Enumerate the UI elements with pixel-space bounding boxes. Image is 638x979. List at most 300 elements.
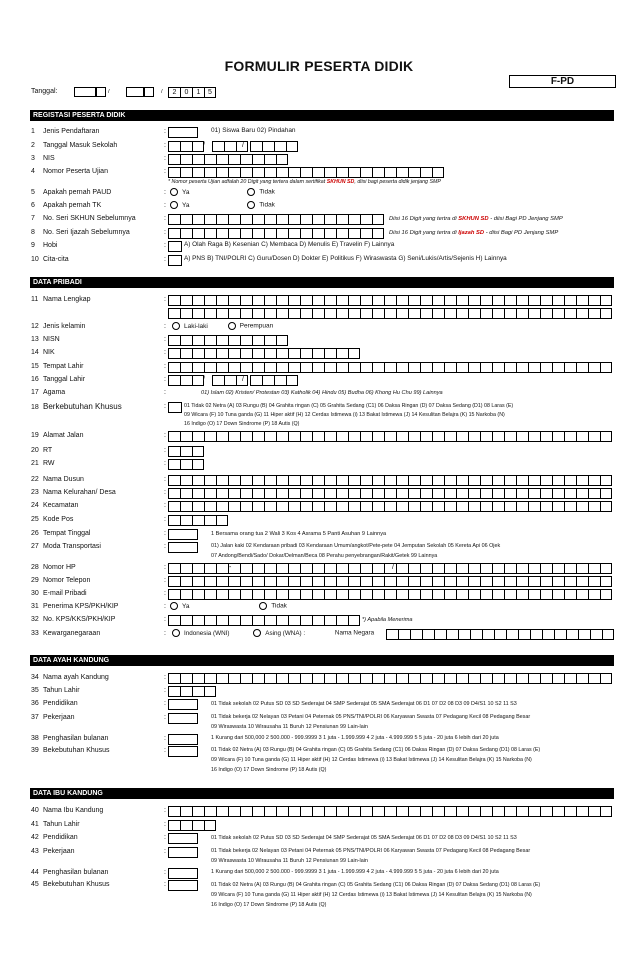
input-cell[interactable] xyxy=(192,515,204,526)
input-cell[interactable] xyxy=(420,673,432,684)
input-cell[interactable] xyxy=(168,362,180,373)
input-cell[interactable] xyxy=(578,629,590,640)
input-cell[interactable] xyxy=(180,362,192,373)
input-cell[interactable] xyxy=(288,362,300,373)
input-cell[interactable] xyxy=(180,673,192,684)
input-cell[interactable] xyxy=(372,576,384,587)
input-cell[interactable] xyxy=(372,673,384,684)
input-cell[interactable] xyxy=(240,431,252,442)
laki-radio[interactable] xyxy=(172,322,180,330)
input-cell[interactable] xyxy=(504,806,516,817)
input-cell[interactable] xyxy=(528,806,540,817)
input-cell[interactable] xyxy=(384,589,396,600)
registrasi-code-box-9[interactable] xyxy=(168,241,182,252)
input-cell[interactable] xyxy=(180,615,192,626)
pribadi-code-box-27[interactable] xyxy=(168,542,198,553)
input-cell[interactable] xyxy=(432,308,444,319)
input-cell[interactable] xyxy=(212,141,224,152)
input-cell[interactable] xyxy=(216,806,228,817)
input-cell[interactable] xyxy=(288,214,300,225)
input-cell[interactable] xyxy=(228,348,240,359)
input-cell[interactable] xyxy=(468,806,480,817)
input-cell[interactable] xyxy=(540,362,552,373)
input-cell[interactable] xyxy=(336,167,348,178)
input-cell[interactable] xyxy=(264,167,276,178)
input-cell[interactable] xyxy=(168,515,180,526)
paud-tidak-radio[interactable] xyxy=(247,188,255,196)
input-cell[interactable] xyxy=(204,475,216,486)
input-cell[interactable] xyxy=(384,308,396,319)
input-cell[interactable] xyxy=(552,576,564,587)
ibu-code-box-43[interactable] xyxy=(168,847,198,858)
pribadi-field-28[interactable] xyxy=(168,563,612,574)
input-cell[interactable] xyxy=(516,501,528,512)
input-cell[interactable] xyxy=(372,167,384,178)
input-cell[interactable] xyxy=(312,214,324,225)
input-cell[interactable] xyxy=(564,806,576,817)
input-cell[interactable] xyxy=(216,673,228,684)
input-cell[interactable] xyxy=(348,589,360,600)
input-cell[interactable] xyxy=(396,501,408,512)
input-cell[interactable] xyxy=(504,308,516,319)
input-cell[interactable] xyxy=(180,475,192,486)
input-cell[interactable] xyxy=(168,348,180,359)
input-cell[interactable] xyxy=(576,806,588,817)
pribadi-field-14[interactable] xyxy=(168,348,360,359)
input-cell[interactable] xyxy=(396,295,408,306)
input-cell[interactable] xyxy=(192,589,204,600)
input-cell[interactable] xyxy=(348,362,360,373)
input-cell[interactable] xyxy=(168,475,180,486)
input-cell[interactable] xyxy=(216,501,228,512)
input-cell[interactable] xyxy=(348,615,360,626)
input-cell[interactable] xyxy=(336,501,348,512)
input-cell[interactable] xyxy=(516,431,528,442)
input-cell[interactable] xyxy=(540,308,552,319)
input-cell[interactable] xyxy=(398,629,410,640)
input-cell[interactable] xyxy=(432,806,444,817)
input-cell[interactable] xyxy=(384,475,396,486)
pribadi-field-13[interactable] xyxy=(168,335,288,346)
input-cell[interactable] xyxy=(420,167,432,178)
input-cell[interactable] xyxy=(252,295,264,306)
input-cell[interactable] xyxy=(288,295,300,306)
input-cell[interactable] xyxy=(470,629,482,640)
input-cell[interactable] xyxy=(204,488,216,499)
input-cell[interactable] xyxy=(492,475,504,486)
input-cell[interactable] xyxy=(566,629,578,640)
tanggal-year-field[interactable] xyxy=(168,87,216,98)
input-cell[interactable] xyxy=(348,431,360,442)
pribadi-field-25[interactable] xyxy=(168,515,228,526)
input-cell[interactable] xyxy=(264,488,276,499)
input-cell[interactable] xyxy=(336,475,348,486)
input-cell[interactable] xyxy=(528,362,540,373)
input-cell[interactable] xyxy=(262,375,274,386)
pribadi-field-19[interactable] xyxy=(168,431,612,442)
input-cell[interactable] xyxy=(504,362,516,373)
input-cell[interactable] xyxy=(360,501,372,512)
input-cell[interactable] xyxy=(456,362,468,373)
input-cell[interactable] xyxy=(564,295,576,306)
input-cell[interactable] xyxy=(168,308,180,319)
input-cell[interactable] xyxy=(216,348,228,359)
input-cell[interactable] xyxy=(410,629,422,640)
input-cell[interactable] xyxy=(540,431,552,442)
input-cell[interactable] xyxy=(444,589,456,600)
input-cell[interactable] xyxy=(180,446,192,457)
input-cell[interactable] xyxy=(300,295,312,306)
input-cell[interactable] xyxy=(360,362,372,373)
input-cell[interactable] xyxy=(396,576,408,587)
input-cell[interactable] xyxy=(262,141,274,152)
input-cell[interactable] xyxy=(576,488,588,499)
input-cell[interactable] xyxy=(264,673,276,684)
input-cell[interactable] xyxy=(348,576,360,587)
input-cell[interactable] xyxy=(228,154,240,165)
input-cell[interactable] xyxy=(228,308,240,319)
ibu-code-box-44[interactable] xyxy=(168,868,198,879)
pribadi-field-23[interactable] xyxy=(168,488,612,499)
input-cell[interactable] xyxy=(396,673,408,684)
input-cell[interactable] xyxy=(432,167,444,178)
input-cell[interactable] xyxy=(516,308,528,319)
input-cell[interactable] xyxy=(300,576,312,587)
input-cell[interactable] xyxy=(408,167,420,178)
input-cell[interactable] xyxy=(348,167,360,178)
input-cell[interactable] xyxy=(372,563,384,574)
input-cell[interactable] xyxy=(180,686,192,697)
input-cell[interactable] xyxy=(324,362,336,373)
input-cell[interactable] xyxy=(456,673,468,684)
input-cell[interactable] xyxy=(408,295,420,306)
input-cell[interactable] xyxy=(336,431,348,442)
input-cell[interactable] xyxy=(360,589,372,600)
input-cell[interactable] xyxy=(588,806,600,817)
input-cell[interactable] xyxy=(288,308,300,319)
input-cell[interactable] xyxy=(204,501,216,512)
input-cell[interactable] xyxy=(312,501,324,512)
input-cell[interactable] xyxy=(504,673,516,684)
input-cell[interactable] xyxy=(336,348,348,359)
pribadi-field-24[interactable] xyxy=(168,501,612,512)
ayah-field-34[interactable] xyxy=(168,673,612,684)
tk-ya-radio[interactable] xyxy=(170,201,178,209)
input-cell[interactable] xyxy=(516,589,528,600)
input-cell[interactable] xyxy=(324,576,336,587)
input-cell[interactable] xyxy=(252,589,264,600)
registrasi-field-4[interactable] xyxy=(168,167,444,178)
input-cell[interactable] xyxy=(204,563,216,574)
input-cell[interactable] xyxy=(252,335,264,346)
input-cell[interactable] xyxy=(252,806,264,817)
input-cell[interactable] xyxy=(252,362,264,373)
input-cell[interactable] xyxy=(228,501,240,512)
input-cell[interactable] xyxy=(336,563,348,574)
input-cell[interactable] xyxy=(564,475,576,486)
input-cell[interactable] xyxy=(168,806,180,817)
registrasi-field-2[interactable] xyxy=(250,141,298,152)
input-cell[interactable] xyxy=(180,459,192,470)
input-cell[interactable] xyxy=(480,475,492,486)
wni-radio[interactable] xyxy=(172,629,180,637)
input-cell[interactable] xyxy=(360,431,372,442)
input-cell[interactable] xyxy=(288,167,300,178)
input-cell[interactable] xyxy=(192,154,204,165)
input-cell[interactable] xyxy=(552,295,564,306)
input-cell[interactable] xyxy=(564,576,576,587)
input-cell[interactable] xyxy=(408,576,420,587)
input-cell[interactable] xyxy=(240,214,252,225)
input-cell[interactable] xyxy=(336,806,348,817)
input-cell[interactable] xyxy=(252,501,264,512)
input-cell[interactable] xyxy=(216,335,228,346)
input-cell[interactable] xyxy=(396,431,408,442)
year-digit-cell[interactable]: 1 xyxy=(192,87,204,98)
input-cell[interactable] xyxy=(276,154,288,165)
perempuan-radio[interactable] xyxy=(228,322,236,330)
input-cell[interactable] xyxy=(216,167,228,178)
kps-tidak-radio[interactable] xyxy=(259,602,267,610)
input-cell[interactable] xyxy=(576,501,588,512)
input-cell[interactable] xyxy=(228,362,240,373)
input-cell[interactable] xyxy=(192,615,204,626)
pribadi-field-20[interactable] xyxy=(168,446,204,457)
tanggal-month-field[interactable] xyxy=(126,87,144,97)
input-cell[interactable] xyxy=(264,615,276,626)
input-cell[interactable] xyxy=(168,673,180,684)
input-cell[interactable] xyxy=(264,589,276,600)
input-cell[interactable] xyxy=(192,806,204,817)
input-cell[interactable] xyxy=(492,501,504,512)
input-cell[interactable] xyxy=(180,154,192,165)
input-cell[interactable] xyxy=(540,806,552,817)
input-cell[interactable] xyxy=(386,629,398,640)
input-cell[interactable] xyxy=(420,475,432,486)
ibu-field-40[interactable] xyxy=(168,806,612,817)
input-cell[interactable] xyxy=(286,375,298,386)
pribadi-field-21[interactable] xyxy=(168,459,204,470)
input-cell[interactable] xyxy=(240,576,252,587)
input-cell[interactable] xyxy=(492,576,504,587)
input-cell[interactable] xyxy=(216,308,228,319)
input-cell[interactable] xyxy=(588,362,600,373)
input-cell[interactable] xyxy=(456,431,468,442)
input-cell[interactable] xyxy=(336,228,348,239)
input-cell[interactable] xyxy=(360,308,372,319)
input-cell[interactable] xyxy=(588,673,600,684)
input-cell[interactable] xyxy=(264,431,276,442)
pribadi-field-16[interactable] xyxy=(168,375,204,386)
input-cell[interactable] xyxy=(204,348,216,359)
input-cell[interactable] xyxy=(216,488,228,499)
registrasi-code-box-1[interactable] xyxy=(168,127,198,138)
input-cell[interactable] xyxy=(384,431,396,442)
input-cell[interactable] xyxy=(180,431,192,442)
input-cell[interactable] xyxy=(540,501,552,512)
input-cell[interactable] xyxy=(240,615,252,626)
input-cell[interactable] xyxy=(528,589,540,600)
input-cell[interactable] xyxy=(216,362,228,373)
input-cell[interactable] xyxy=(408,362,420,373)
tanggal-day-field-2[interactable] xyxy=(96,87,106,97)
input-cell[interactable] xyxy=(312,673,324,684)
input-cell[interactable] xyxy=(180,576,192,587)
input-cell[interactable] xyxy=(324,615,336,626)
input-cell[interactable] xyxy=(252,431,264,442)
input-cell[interactable] xyxy=(372,228,384,239)
input-cell[interactable] xyxy=(600,501,612,512)
input-cell[interactable] xyxy=(180,167,192,178)
input-cell[interactable] xyxy=(518,629,530,640)
input-cell[interactable] xyxy=(494,629,506,640)
input-cell[interactable] xyxy=(252,154,264,165)
input-cell[interactable] xyxy=(420,501,432,512)
input-cell[interactable] xyxy=(456,806,468,817)
input-cell[interactable] xyxy=(468,475,480,486)
input-cell[interactable] xyxy=(264,308,276,319)
input-cell[interactable] xyxy=(348,475,360,486)
input-cell[interactable] xyxy=(324,167,336,178)
ayah-code-box-37[interactable] xyxy=(168,713,198,724)
input-cell[interactable] xyxy=(564,431,576,442)
input-cell[interactable] xyxy=(432,362,444,373)
input-cell[interactable] xyxy=(542,629,554,640)
input-cell[interactable] xyxy=(468,563,480,574)
input-cell[interactable] xyxy=(204,615,216,626)
input-cell[interactable] xyxy=(432,488,444,499)
input-cell[interactable] xyxy=(408,673,420,684)
input-cell[interactable] xyxy=(456,563,468,574)
input-cell[interactable] xyxy=(300,589,312,600)
input-cell[interactable] xyxy=(300,806,312,817)
input-cell[interactable] xyxy=(540,576,552,587)
input-cell[interactable] xyxy=(264,806,276,817)
input-cell[interactable] xyxy=(552,431,564,442)
input-cell[interactable] xyxy=(276,563,288,574)
input-cell[interactable] xyxy=(540,673,552,684)
input-cell[interactable] xyxy=(168,375,180,386)
input-cell[interactable] xyxy=(300,501,312,512)
input-cell[interactable] xyxy=(288,501,300,512)
input-cell[interactable] xyxy=(276,475,288,486)
input-cell[interactable] xyxy=(168,820,180,831)
input-cell[interactable] xyxy=(324,488,336,499)
input-cell[interactable] xyxy=(312,295,324,306)
input-cell[interactable] xyxy=(324,501,336,512)
input-cell[interactable] xyxy=(372,488,384,499)
input-cell[interactable] xyxy=(444,806,456,817)
input-cell[interactable] xyxy=(204,362,216,373)
input-cell[interactable] xyxy=(552,475,564,486)
input-cell[interactable] xyxy=(180,348,192,359)
input-cell[interactable] xyxy=(360,214,372,225)
input-cell[interactable] xyxy=(600,308,612,319)
input-cell[interactable] xyxy=(180,228,192,239)
input-cell[interactable] xyxy=(250,375,262,386)
input-cell[interactable] xyxy=(300,673,312,684)
input-cell[interactable] xyxy=(554,629,566,640)
input-cell[interactable] xyxy=(180,563,192,574)
input-cell[interactable] xyxy=(336,673,348,684)
kps-ya-radio[interactable] xyxy=(170,602,178,610)
input-cell[interactable] xyxy=(288,431,300,442)
input-cell[interactable] xyxy=(240,673,252,684)
input-cell[interactable] xyxy=(348,295,360,306)
input-cell[interactable] xyxy=(480,806,492,817)
input-cell[interactable] xyxy=(492,488,504,499)
input-cell[interactable] xyxy=(240,154,252,165)
input-cell[interactable] xyxy=(348,214,360,225)
input-cell[interactable] xyxy=(324,475,336,486)
pribadi-field-30[interactable] xyxy=(168,589,612,600)
input-cell[interactable] xyxy=(588,431,600,442)
input-cell[interactable] xyxy=(216,589,228,600)
input-cell[interactable] xyxy=(552,488,564,499)
input-cell[interactable] xyxy=(506,629,518,640)
input-cell[interactable] xyxy=(204,214,216,225)
input-cell[interactable] xyxy=(300,431,312,442)
input-cell[interactable] xyxy=(456,308,468,319)
input-cell[interactable] xyxy=(516,475,528,486)
input-cell[interactable] xyxy=(168,214,180,225)
input-cell[interactable] xyxy=(264,348,276,359)
input-cell[interactable] xyxy=(324,228,336,239)
input-cell[interactable] xyxy=(600,673,612,684)
input-cell[interactable] xyxy=(372,501,384,512)
input-cell[interactable] xyxy=(420,362,432,373)
pribadi-field-16[interactable] xyxy=(250,375,298,386)
pribadi-field-11[interactable] xyxy=(168,295,612,306)
input-cell[interactable] xyxy=(576,673,588,684)
input-cell[interactable] xyxy=(192,228,204,239)
input-cell[interactable] xyxy=(180,295,192,306)
input-cell[interactable] xyxy=(228,431,240,442)
input-cell[interactable] xyxy=(228,214,240,225)
input-cell[interactable] xyxy=(300,362,312,373)
input-cell[interactable] xyxy=(468,673,480,684)
input-cell[interactable] xyxy=(408,475,420,486)
input-cell[interactable] xyxy=(482,629,494,640)
input-cell[interactable] xyxy=(324,673,336,684)
input-cell[interactable] xyxy=(408,308,420,319)
input-cell[interactable] xyxy=(252,348,264,359)
input-cell[interactable] xyxy=(446,629,458,640)
input-cell[interactable] xyxy=(324,348,336,359)
input-cell[interactable] xyxy=(250,141,262,152)
input-cell[interactable] xyxy=(288,673,300,684)
input-cell[interactable] xyxy=(180,308,192,319)
input-cell[interactable] xyxy=(288,806,300,817)
input-cell[interactable] xyxy=(300,615,312,626)
input-cell[interactable] xyxy=(192,348,204,359)
input-cell[interactable] xyxy=(288,563,300,574)
input-cell[interactable] xyxy=(372,806,384,817)
input-cell[interactable] xyxy=(336,615,348,626)
input-cell[interactable] xyxy=(252,673,264,684)
input-cell[interactable] xyxy=(348,488,360,499)
input-cell[interactable] xyxy=(180,515,192,526)
input-cell[interactable] xyxy=(240,348,252,359)
year-digit-cell[interactable]: 0 xyxy=(180,87,192,98)
input-cell[interactable] xyxy=(444,308,456,319)
input-cell[interactable] xyxy=(252,615,264,626)
input-cell[interactable] xyxy=(240,475,252,486)
input-cell[interactable] xyxy=(444,576,456,587)
year-digit-cell[interactable]: 2 xyxy=(168,87,180,98)
input-cell[interactable] xyxy=(564,488,576,499)
input-cell[interactable] xyxy=(216,214,228,225)
